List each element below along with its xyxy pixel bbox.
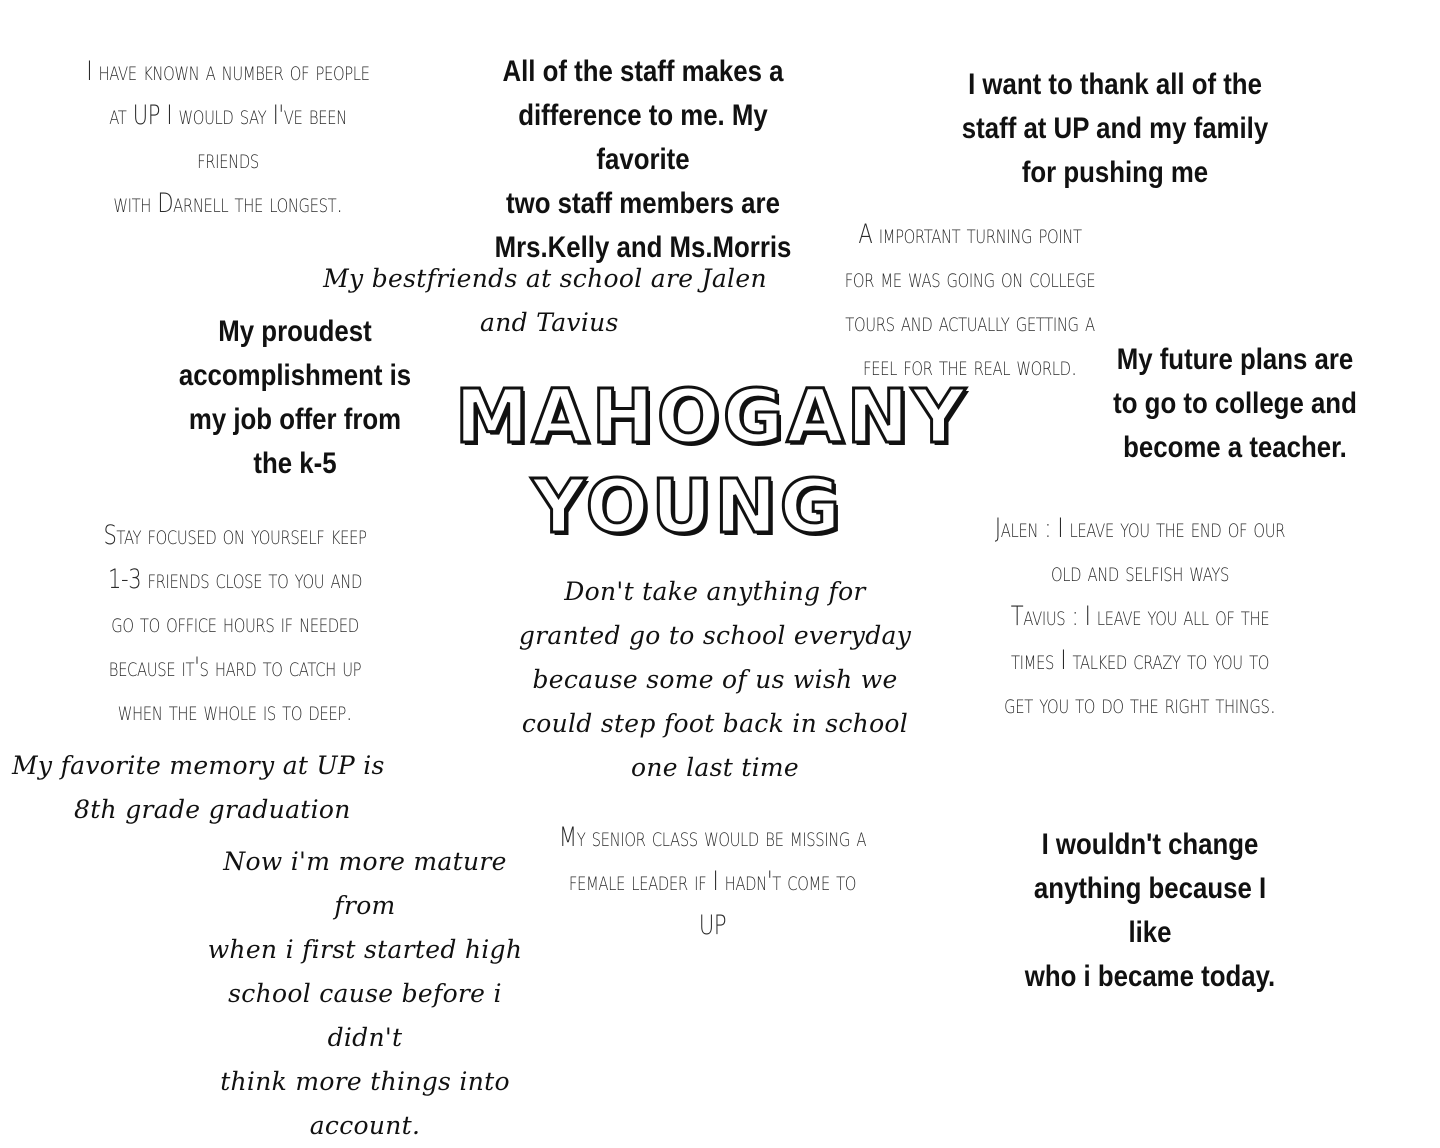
quote-dont-take <box>515 570 915 790</box>
title-last-name: YOUNG <box>531 464 844 550</box>
quote-line: I want to thank all of the <box>968 68 1262 101</box>
quote-line: staff at UP and my family <box>961 112 1269 145</box>
quote-line: My proudest <box>218 315 372 348</box>
quote-more-mature <box>190 840 540 1148</box>
quote-line: when i first started high <box>207 935 523 964</box>
quote-known-people <box>80 50 376 226</box>
quote-turning-point <box>830 213 1111 389</box>
quote-line: My favorite memory at UP is <box>12 751 385 780</box>
quote-line: granted go to school everyday <box>518 621 912 650</box>
quote-line: my job offer from <box>188 403 402 436</box>
quote-line: tours and actually getting a <box>845 307 1095 338</box>
quote-line: when the whole is to deep. <box>117 696 353 727</box>
quote-line: who i became today. <box>1024 960 1276 993</box>
quote-line: for pushing me <box>1021 156 1209 189</box>
quote-line: Tavius : I leave you all of the <box>1010 601 1270 632</box>
quote-stay-focused <box>95 514 376 734</box>
quote-line: anything because I like <box>1033 872 1267 949</box>
quote-line: Mrs.Kelly and Ms.Morris <box>494 231 792 264</box>
quote-line: at UP I would say I've been friends <box>109 100 347 175</box>
quote-line: female leader if I hadn't come to <box>568 866 857 897</box>
quote-line: one last time <box>630 753 800 782</box>
quote-line: account. <box>309 1111 421 1140</box>
quote-future-plans <box>1110 338 1359 470</box>
quote-line: I have known a number of people <box>86 56 370 87</box>
quote-line: difference to me. My favorite <box>518 99 768 176</box>
quote-line: Stay focused on yourself keep <box>103 520 367 551</box>
quote-line: to go to college and <box>1113 387 1357 420</box>
quote-line: accomplishment is <box>178 359 412 392</box>
quote-staff-difference <box>471 50 815 270</box>
quote-line: because it's hard to catch up <box>108 652 362 683</box>
quote-senior-class <box>558 816 866 948</box>
quote-line: feel for the real world. <box>862 351 1078 382</box>
quote-line: All of the staff makes a <box>502 55 784 88</box>
quote-line: school cause before i didn't <box>228 979 502 1052</box>
quote-line: My senior class would be missing a <box>558 822 867 853</box>
quote-line: two staff members are <box>506 187 780 220</box>
quote-line: times I talked crazy to you to <box>1010 645 1270 676</box>
quote-line: My future plans are <box>1116 343 1354 376</box>
quote-line: Don't take anything for <box>564 577 866 606</box>
quote-line: with Darnell the longest. <box>113 188 343 219</box>
quote-line: old and selfish ways <box>1050 557 1230 588</box>
page-title <box>455 372 969 552</box>
quote-wouldnt-change <box>1012 823 1287 999</box>
quote-favorite-memory <box>12 744 402 832</box>
quote-line: I wouldn't change <box>1041 828 1259 861</box>
quote-line: could step foot back in school <box>521 709 909 738</box>
title-first-name: MAHOGANY <box>455 374 969 460</box>
quote-line: Now i'm more mature from <box>223 847 507 920</box>
quote-line: get you to do the right things. <box>1004 689 1276 720</box>
quote-proudest <box>170 310 419 486</box>
quote-line: A important turning point <box>858 219 1082 250</box>
quote-line: become a teacher. <box>1123 431 1347 464</box>
quote-line: think more things into <box>220 1067 510 1096</box>
quote-line: and Tavius <box>480 308 619 337</box>
quote-line: Jalen : I leave you the end of our <box>994 513 1286 544</box>
quote-leave-you <box>984 507 1296 727</box>
quote-line: because some of us wish we <box>532 665 898 694</box>
quote-line: for me was going on college <box>844 263 1096 294</box>
quote-line: My bestfriends at school are Jalen <box>323 264 767 293</box>
quote-line: 1-3 friends close to you and <box>107 564 363 595</box>
quote-thank-staff <box>952 63 1279 195</box>
quote-line: 8th grade graduation <box>74 795 351 824</box>
quote-line: the k-5 <box>253 447 337 480</box>
quote-line: UP <box>698 910 727 941</box>
quote-line: go to office hours if needed <box>111 608 359 639</box>
